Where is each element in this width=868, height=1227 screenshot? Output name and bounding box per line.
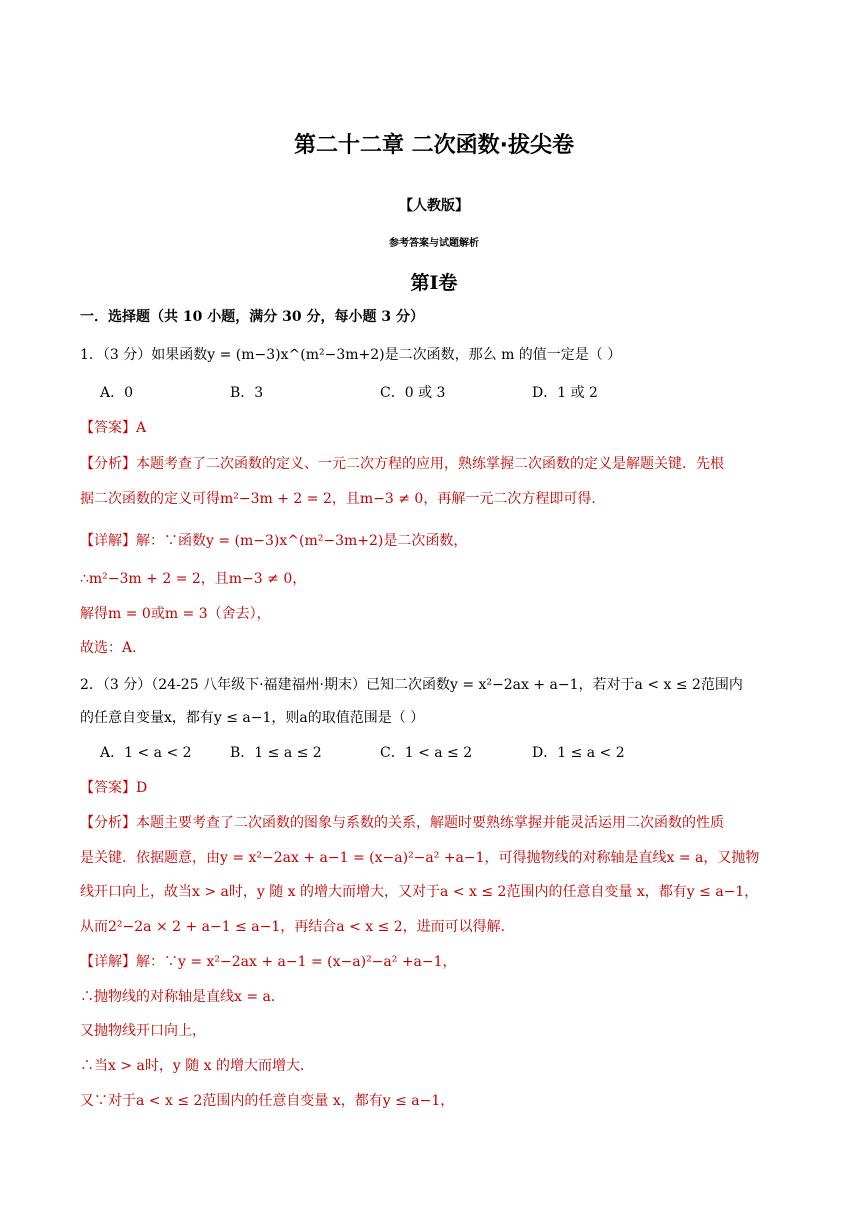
q1-option-d: D．1 或 2 xyxy=(532,385,598,401)
q2-detail-line5: 又∵对于a < x ≤ 2范围内的任意自变量 x，都有y ≤ a−1， xyxy=(80,1093,455,1109)
q2-answer: 【答案】D xyxy=(80,780,148,796)
q2-options xyxy=(100,742,800,762)
q1-detail-line3: 解得m = 0或m = 3（舍去）， xyxy=(80,606,271,622)
q1-detail-line2: ∴m²−3m + 2 = 2，且m−3 ≠ 0， xyxy=(80,571,307,587)
q1-analysis-line2: 据二次函数的定义可得m²−3m + 2 = 2，且m−3 ≠ 0，再解一元二次方程即可得． xyxy=(80,491,606,507)
q2-analysis-line4: 从而2²−2a × 2 + a−1 ≤ a−1，再结合a < x ≤ 2，进而可以得解． xyxy=(80,919,515,935)
q2-option-a: A．1 < a < 2 xyxy=(100,745,192,761)
q2-detail-line2: ∴抛物线的对称轴是直线x = a． xyxy=(80,989,285,1005)
q1-answer: 【答案】A xyxy=(80,420,147,436)
q1-detail-line1: 【详解】解：∵函数y = (m−3)x^(m²−3m+2)是二次函数， xyxy=(80,533,468,549)
q2-analysis-line2: 是关键．依据题意，由y = x²−2ax + a−1 = (x−a)²−a² +a−1，可得抛物线的对称轴是直线x = a，又抛物 xyxy=(80,850,760,866)
q2-analysis-line1: 【分析】本题主要考查了二次函数的图象与系数的关系，解题时要熟练掌握并能灵活运用二次函数的性质 xyxy=(80,815,724,831)
q2-analysis-line3: 线开口向上，故当x > a时，y 随 x 的增大而增大，又对于a < x ≤ 2范围内的任意自变量 x，都有y ≤ a−1， xyxy=(80,884,759,900)
q2-detail-line1: 【详解】解：∵y = x²−2ax + a−1 = (x−a)²−a² +a−1， xyxy=(80,954,457,970)
page-title: 第二十二章 二次函数·拔尖卷 xyxy=(293,133,575,158)
q2-option-b: B．1 ≤ a ≤ 2 xyxy=(230,745,322,761)
q1-detail-line4: 故选：A． xyxy=(80,640,147,656)
q1-option-a: A．0 xyxy=(100,385,134,401)
q2-stem-line2: 的任意自变量x，都有y ≤ a−1，则a的取值范围是（ ） xyxy=(80,710,425,726)
edition-label: 【人教版】 xyxy=(399,198,469,214)
q2-stem-line1: 2．（3 分）（24-25 八年级下·福建福州·期末）已知二次函数y = x²−2ax + a−1，若对于a < x ≤ 2范围内 xyxy=(80,677,743,693)
subtitle: 参考答案与试题解析 xyxy=(389,238,479,249)
q1-analysis-line1: 【分析】本题考查了二次函数的定义、一元二次方程的应用，熟练掌握二次函数的定义是解题关键．先根 xyxy=(80,456,724,472)
q1-options xyxy=(100,382,800,402)
q2-option-d: D．1 ≤ a < 2 xyxy=(532,745,625,761)
q1-stem: 1．（3 分）如果函数y = (m−3)x^(m²−3m+2)是二次函数，那么 m 的值一定是（ ） xyxy=(80,347,622,363)
q2-detail-line3: 又抛物线开口向上， xyxy=(80,1023,206,1039)
volume-heading: 第Ⅰ卷 xyxy=(410,272,458,294)
q1-option-c: C．0 或 3 xyxy=(380,385,446,401)
section-heading: 一．选择题（共 10 小题，满分 30 分，每小题 3 分） xyxy=(80,309,424,325)
q1-option-b: B．3 xyxy=(230,385,264,401)
q2-option-c: C．1 < a ≤ 2 xyxy=(380,745,473,761)
q2-detail-line4: ∴当x > a时，y 随 x 的增大而增大． xyxy=(80,1058,315,1074)
